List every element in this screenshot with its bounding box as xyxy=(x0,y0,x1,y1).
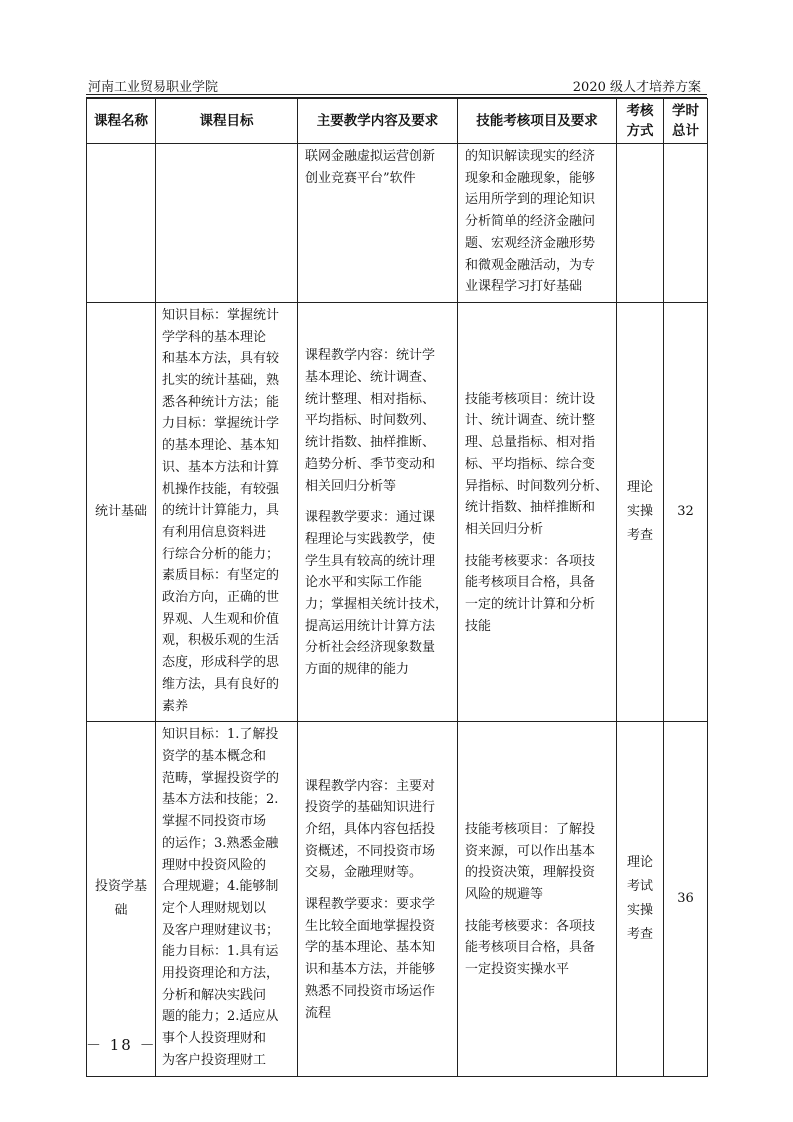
course-name-cell: 统计基础 xyxy=(87,302,156,721)
column-header-teaching-content: 主要教学内容及要求 xyxy=(298,99,458,144)
course-goal-text: 知识目标：掌握统计 学学科的基本理论 和基本方法，具有较 扎实的统计基础，熟 悉各种统计方法；能 力目标：掌握统计学 的基本理论、基本知 识、基本方法和计算 机操作技能，有较强 的统计计算能力，具 有利用信息资料进 行综合分析的能力； 素质目标：有坚定的 政治方向，正确的世 界观、人生观和价值 观，积极乐观的生活 态度，形成科学的思 维方法，具有良好的 素养 xyxy=(162,307,280,714)
course-goal-cell xyxy=(156,722,298,1076)
header-divider xyxy=(86,94,707,95)
teaching-content-paragraph: 课程教学内容：主要对 投资学的基础知识进行 介绍，具体内容包括投 资概述，不同投资市场 交易，金融理财等。 xyxy=(305,778,436,881)
skill-assessment-cell xyxy=(458,722,617,1076)
skill-requirement-paragraph: 技能考核要求：各项技 能考核项目合格，具备 一定投资实操水平 xyxy=(465,918,596,978)
teaching-content-cell xyxy=(298,722,458,1076)
course-goal-text xyxy=(156,144,297,150)
course-goal-cell xyxy=(156,302,298,721)
skill-assessment-cell xyxy=(458,302,617,721)
table-row xyxy=(87,302,708,721)
skill-items-paragraph: 技能考核项目：统计设 计、统计调查、统计整 理、总量指标、相对指 标、平均指标、综合变 异指标、时间数列分析、 统计指数、抽样推断和 相关回归分析 xyxy=(465,391,609,537)
table-row xyxy=(87,144,708,303)
header-document-title: 2020 级人才培养方案 xyxy=(572,80,701,95)
teaching-requirement-paragraph: 课程教学要求：通过课 程理论与实践教学，使 学生具有较高的统计理 论水平和实际工作能 力；掌握相关统计技术， 提高运用统计计算方法 分析社会经济现象数量 方面的规律的能力 xyxy=(305,510,449,678)
header-school-name: 河南工业贸易职业学院 xyxy=(88,80,219,95)
teaching-requirement-paragraph: 课程教学要求：要求学 生比较全面地掌握投资 学的基本理论、基本知 识和基本方法，并能够 熟悉不同投资市场运作 流程 xyxy=(305,897,436,1021)
total-hours-cell: 32 xyxy=(664,302,708,721)
total-hours-cell: 36 xyxy=(664,722,708,1076)
table-row xyxy=(87,722,708,1076)
teaching-content-paragraph: 课程教学内容：统计学 基本理论、统计调查、 统计整理、相对指标、 平均指标、时间数列、 统计指数、抽样推断、 趋势分析、季节变动和 相关回归分析等 xyxy=(305,348,436,494)
column-header-course-goal: 课程目标 xyxy=(156,99,298,144)
skill-requirement-paragraph: 技能考核要求：各项技 能考核项目合格，具备 一定的统计计算和分析 技能 xyxy=(465,553,596,634)
teaching-content-cell xyxy=(298,302,458,721)
course-table xyxy=(86,98,708,1077)
teaching-content-cell xyxy=(298,144,458,303)
skill-assessment-cell xyxy=(458,144,617,303)
column-header-total-hours: 学时 总计 xyxy=(664,99,708,144)
assessment-method-cell xyxy=(617,144,664,303)
total-hours-cell xyxy=(664,144,708,303)
assessment-method-cell: 理论 考试 实操 考查 xyxy=(617,722,664,1076)
page-number: － 18 － xyxy=(86,1036,157,1054)
course-name-cell: 投资学基 础 xyxy=(87,722,156,1076)
course-name-cell xyxy=(87,144,156,303)
assessment-method-cell: 理论 实操 考查 xyxy=(617,302,664,721)
skill-assessment-text: 的知识解读现实的经济 现象和金融现象，能够 运用所学到的理论知识 分析简单的经济金融问 题、宏观经济金融形势 和微观金融活动，为专 业课程学习打好基础 xyxy=(465,149,596,295)
teaching-content-text: 联网金融虚拟运营创新 创业竞赛平台”软件 xyxy=(305,149,436,186)
table-header-row xyxy=(87,99,708,144)
course-goal-cell xyxy=(156,144,298,303)
column-header-course-name: 课程名称 xyxy=(87,99,156,144)
skill-items-paragraph: 技能考核项目：了解投 资来源，可以作出基本 的投资决策，理解投资 风险的规避等 xyxy=(465,821,596,903)
column-header-skill-assessment: 技能考核项目及要求 xyxy=(458,99,617,144)
column-header-assessment-method: 考核 方式 xyxy=(617,99,664,144)
course-goal-text: 知识目标：1.了解投 资学的基本概念和 范畴，掌握投资学的 基本方法和技能；2. 掌握不同投资市场 的运作；3.熟悉金融 理财中投资风险的 合理规避；4.能够制 定个人理财规划以 及客户理财建议书； 能力目标：1.具有运 用投资理论和方法， 分析和解决实践问 题的能力；2.适应从 事个人投资理财和 为客户投资理财工 xyxy=(162,727,280,1068)
